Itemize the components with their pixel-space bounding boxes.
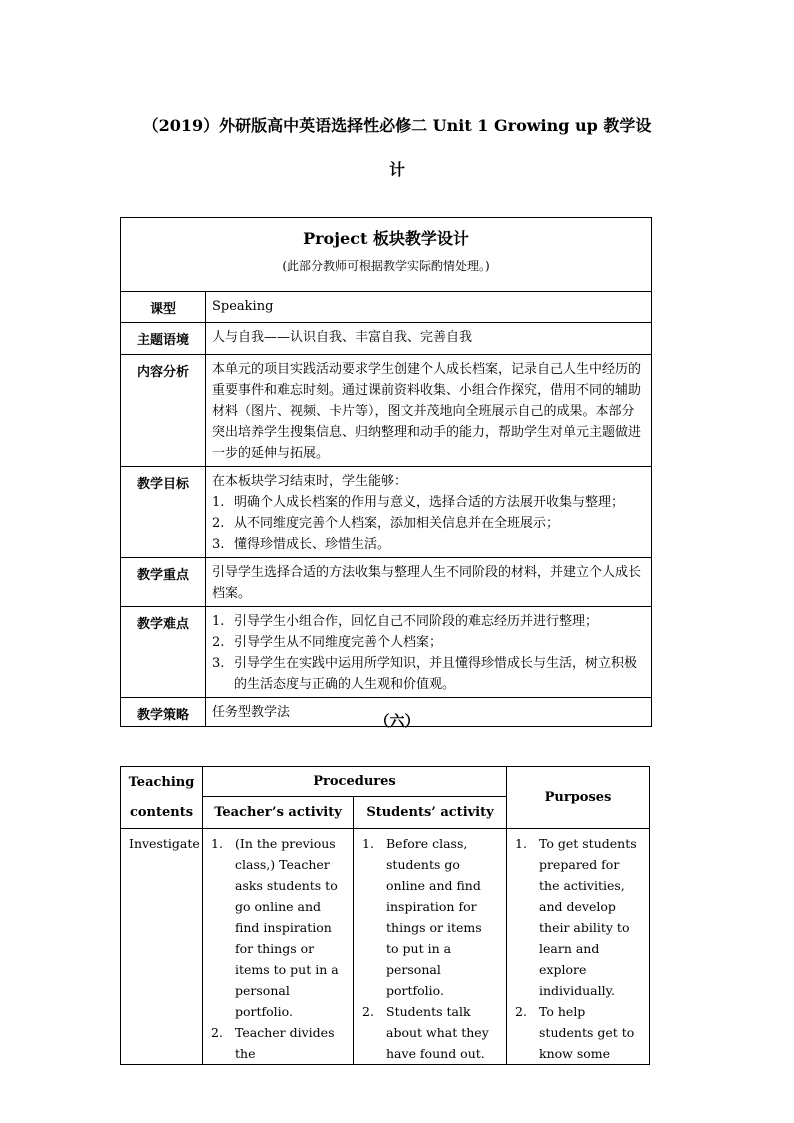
- document-title-line-1: （2019）外研版高中英语选择性必修二 Unit 1 Growing up 教学设: [142, 116, 652, 135]
- row-label: 内容分析: [121, 355, 206, 467]
- row-value: 人与自我——认识自我、丰富自我、完善自我: [206, 323, 652, 355]
- list-item: 1. Before class, students go online and find inspiration for things or items to put in a personal portfolio.: [362, 836, 482, 998]
- list-item: 2. Teacher divides the: [211, 1025, 335, 1061]
- list-item: 3. 懂得珍惜成长、珍惜生活。: [212, 537, 391, 552]
- row-lesson-type: [121, 292, 652, 323]
- project-heading: Project 板块教学设计: [303, 229, 469, 248]
- row-value: Speaking: [206, 292, 652, 323]
- project-note: (此部分教师可根据教学实际酌情处理。): [282, 259, 490, 273]
- list-item: 2. 引导学生从不同维度完善个人档案；: [212, 635, 443, 650]
- project-design-table: [120, 217, 652, 727]
- list-item: 2. 从不同维度完善个人档案，添加相关信息并在全班展示；: [212, 516, 560, 531]
- row-value: 本单元的项目实践活动要求学生创建个人成长档案，记录自己人生中经历的重要事件和难忘时刻。通过课前资料收集、小组合作探究，借用不同的辅助材料（图片、视频、卡片等），图文并茂地向全班展示自己的成果。本部分突出培养学生搜集信息、归纳整理和动手的能力，帮助学生对单元主题做进一步的延伸与拓展。: [206, 355, 652, 467]
- purposes-cell: [507, 829, 650, 1065]
- document-title: [110, 104, 684, 192]
- row-difficulties: [121, 607, 652, 698]
- teacher-activity-cell: [203, 829, 354, 1065]
- students-activity-cell: [354, 829, 507, 1065]
- row-content-analysis: [121, 355, 652, 467]
- row-theme-context: [121, 323, 652, 355]
- row-label: 教学策略: [121, 698, 206, 727]
- teaching-contents-header: Teaching contents: [121, 767, 203, 829]
- row-label: 教学难点: [121, 607, 206, 698]
- row-value: 引导学生选择合适的方法收集与整理人生不同阶段的材料，并建立个人成长档案。: [206, 558, 652, 607]
- row-key-points: [121, 558, 652, 607]
- row-teaching-objectives: [121, 467, 652, 558]
- procedures-header: Procedures: [203, 767, 507, 797]
- teaching-content-cell: Investigate: [121, 829, 203, 1065]
- table-row: [121, 829, 650, 1065]
- list-item: 3. 引导学生在实践中运用所学知识，并且懂得珍惜成长与生活，树立积极的生活态度与正确的人生观和价值观。: [212, 656, 638, 692]
- project-table-header: [121, 218, 652, 292]
- list-item: 1. 引导学生小组合作，回忆自己不同阶段的难忘经历并进行整理；: [212, 614, 599, 629]
- list-item: 1. To get students prepared for the activities, and develop their ability to learn and explore individually.: [515, 836, 637, 998]
- row-label: 主题语境: [121, 323, 206, 355]
- list-item: 2. To help students get to know some: [515, 1004, 635, 1061]
- difficulty-list: [212, 611, 645, 695]
- document-title-line-2: 计: [388, 160, 405, 179]
- list-item: 2. Students talk about what they have found out.: [362, 1004, 489, 1061]
- procedures-table: [120, 766, 650, 1065]
- row-label: 教学重点: [121, 558, 206, 607]
- purposes-header: Purposes: [507, 767, 650, 829]
- teacher-activity-header: Teacher’s activity: [203, 797, 354, 829]
- row-label: 课型: [121, 292, 206, 323]
- section-mark: （六）: [374, 712, 420, 730]
- list-item: 1. 明确个人成长档案的作用与意义，选择合适的方法展开收集与整理；: [212, 495, 625, 510]
- students-activity-header: Students’ activity: [354, 797, 507, 829]
- row-label: 教学目标: [121, 467, 206, 558]
- objective-list: [212, 492, 645, 555]
- row-value: 任务型教学法: [206, 698, 652, 727]
- list-item: 1. (In the previous class,) Teacher asks students to go online and find inspiration for things or items to put in a personal portfolio.: [211, 836, 339, 1019]
- row-intro: 在本板块学习结束时，学生能够：: [212, 474, 408, 489]
